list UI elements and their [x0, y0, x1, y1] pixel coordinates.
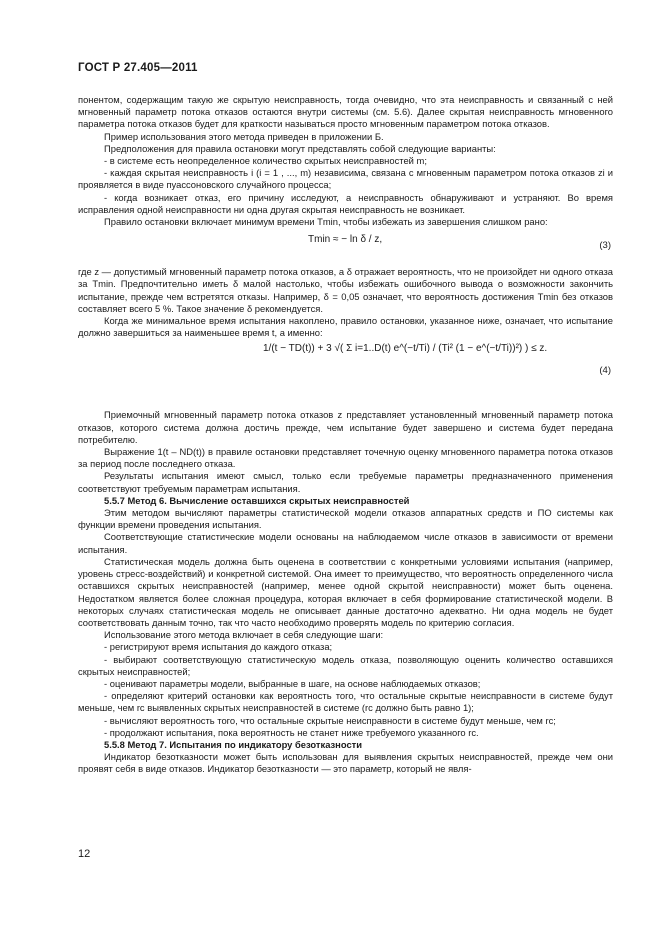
formula-expression: Tmin ≈ − ln δ / z,	[308, 234, 383, 246]
list-item: - вычисляют вероятность того, что остальные скрытые неисправности в системе будут меньше, чем rc;	[104, 714, 556, 726]
list-item: - каждая скрытая неисправность i (i = 1 , ..., m) независима, связана с мгновенным параметром потока отказов zi и проявляется в виде пуассоновского случайного процесса;	[78, 167, 613, 191]
page-number: 12	[78, 848, 91, 860]
document-header: ГОСТ Р 27.405—2011	[78, 62, 198, 74]
formula-number: (3)	[599, 240, 611, 252]
paragraph: Этим методом вычисляют параметры статистической модели отказов аппаратных средств и ПО системы как функции времени проведения испытания.	[78, 507, 613, 531]
list-item: - в системе есть неопределенное количество скрытых неисправностей m;	[104, 155, 427, 167]
paragraph: Пример использования этого метода приведен в приложении Б.	[104, 130, 384, 142]
formula-number: (4)	[599, 365, 611, 377]
formula-3	[78, 232, 613, 262]
list-item: - определяют критерий остановки как вероятность того, что остальные скрытые неисправности в системе будут меньше, чем rc выявленных скрытых неисправностей в системе (rc должно быть равно 1);	[78, 690, 613, 714]
paragraph: Выражение 1(t – ND(t)) в правиле остановки представляет точечную оценку мгновенного параметра потока отказов за период после последнего отказа.	[78, 446, 613, 470]
paragraph: Результаты испытания имеют смысл, только если требуемые параметры предназначенного применения соответствуют требуемым параметрам испытания.	[78, 470, 613, 494]
paragraph: Когда же минимальное время испытания накоплено, правило остановки, указанное ниже, означает, что испытание должно завершиться за наименьшее время t, а именно:	[78, 315, 613, 339]
list-item: - выбирают соответствующую статистическую модель отказа, позволяющую оценить количество оставшихся скрытых неисправностей;	[78, 653, 613, 677]
paragraph: где z — допустимый мгновенный параметр потока отказов, а δ отражает вероятность, что не произойдет ни одного отказа за Tmin. Предпочтительно иметь δ малой настолько, чтобы избежать ошибочного вывода о возможности закончить испытание, прежде чем встретятся отказы. Например, δ = 0,05 означает, что вероятность достижения Tmin без отказов составляет всего 5 %. Такое значение δ рекомендуется.	[78, 266, 613, 314]
list-item: - когда возникает отказ, его причину исследуют, а неисправность обнаруживают и устраняют. Во время исправления одной неисправности ни одна другая скрытая неисправность не возникает.	[78, 191, 613, 215]
list-item: - продолжают испытания, пока вероятность не станет ниже требуемого указанного rc.	[104, 726, 479, 738]
formula-expression: 1/(t − TD(t)) + 3 √( Σ i=1..D(t) e^(−t/Ti) / (Ti² (1 − e^(−t/Ti))²) ) ≤ z.	[263, 343, 548, 355]
list-item: - оценивают параметры модели, выбранные в шаге, на основе наблюдаемых отказов;	[104, 677, 481, 689]
paragraph: Приемочный мгновенный параметр потока отказов z представляет установленный мгновенный параметр потока отказов, которого система должна достичь прежде, чем испытание будет завершено и система будет передана потребителю.	[78, 409, 613, 445]
list-item: - регистрируют время испытания до каждого отказа;	[104, 641, 333, 653]
paragraph: понентом, содержащим такую же скрытую неисправность, тогда очевидно, что эта неисправность и связанный с ней мгновенный параметр потока отказов остаются внутри системы (см. 5.6). Далее скрытая неисправность мгновенного параметра потока отказов будет для краткости называться просто мгновенным параметром потока отказов.	[78, 94, 613, 130]
paragraph: Использование этого метода включает в себя следующие шаги:	[104, 629, 384, 641]
document-body	[78, 94, 613, 776]
paragraph: Соответствующие статистические модели основаны на наблюдаемом числе отказов в зависимости от времени испытания.	[78, 531, 613, 555]
section-heading: 5.5.8 Метод 7. Испытания по индикатору безотказности	[104, 738, 363, 750]
section-heading: 5.5.7 Метод 6. Вычисление оставшихся скрытых неисправностей	[104, 494, 410, 506]
paragraph: Индикатор безотказности может быть использован для выявления скрытых неисправностей, прежде чем они проявят себя в виде отказов. Индикатор безотказности — это параметр, который не явля-	[78, 751, 613, 775]
paragraph: Статистическая модель должна быть оценена в соответствии с конкретными условиями испытания (например, уровень стресс-воздействий) и конкретной системой. Она имеет то преимущество, что вероятность определенного числа оставшихся скрытых неисправностей (например, менее одной скрытой неисправности) может быть оценена. Недостатком является более сложная процедура, которая включает в себя формирование статистической модели. В некоторых случаях статистическая модель не описывает данные достаточно адекватно. Ни одна модель не будет соответствовать данным точно, так что часто необходимо проверять модель по критерию согласия.	[78, 555, 613, 628]
paragraph: Предположения для правила остановки могут представлять собой следующие варианты:	[104, 142, 496, 154]
formula-4	[78, 343, 613, 405]
paragraph: Правило остановки включает минимум времени Tmin, чтобы избежать из завершения слишком рано:	[104, 216, 548, 228]
